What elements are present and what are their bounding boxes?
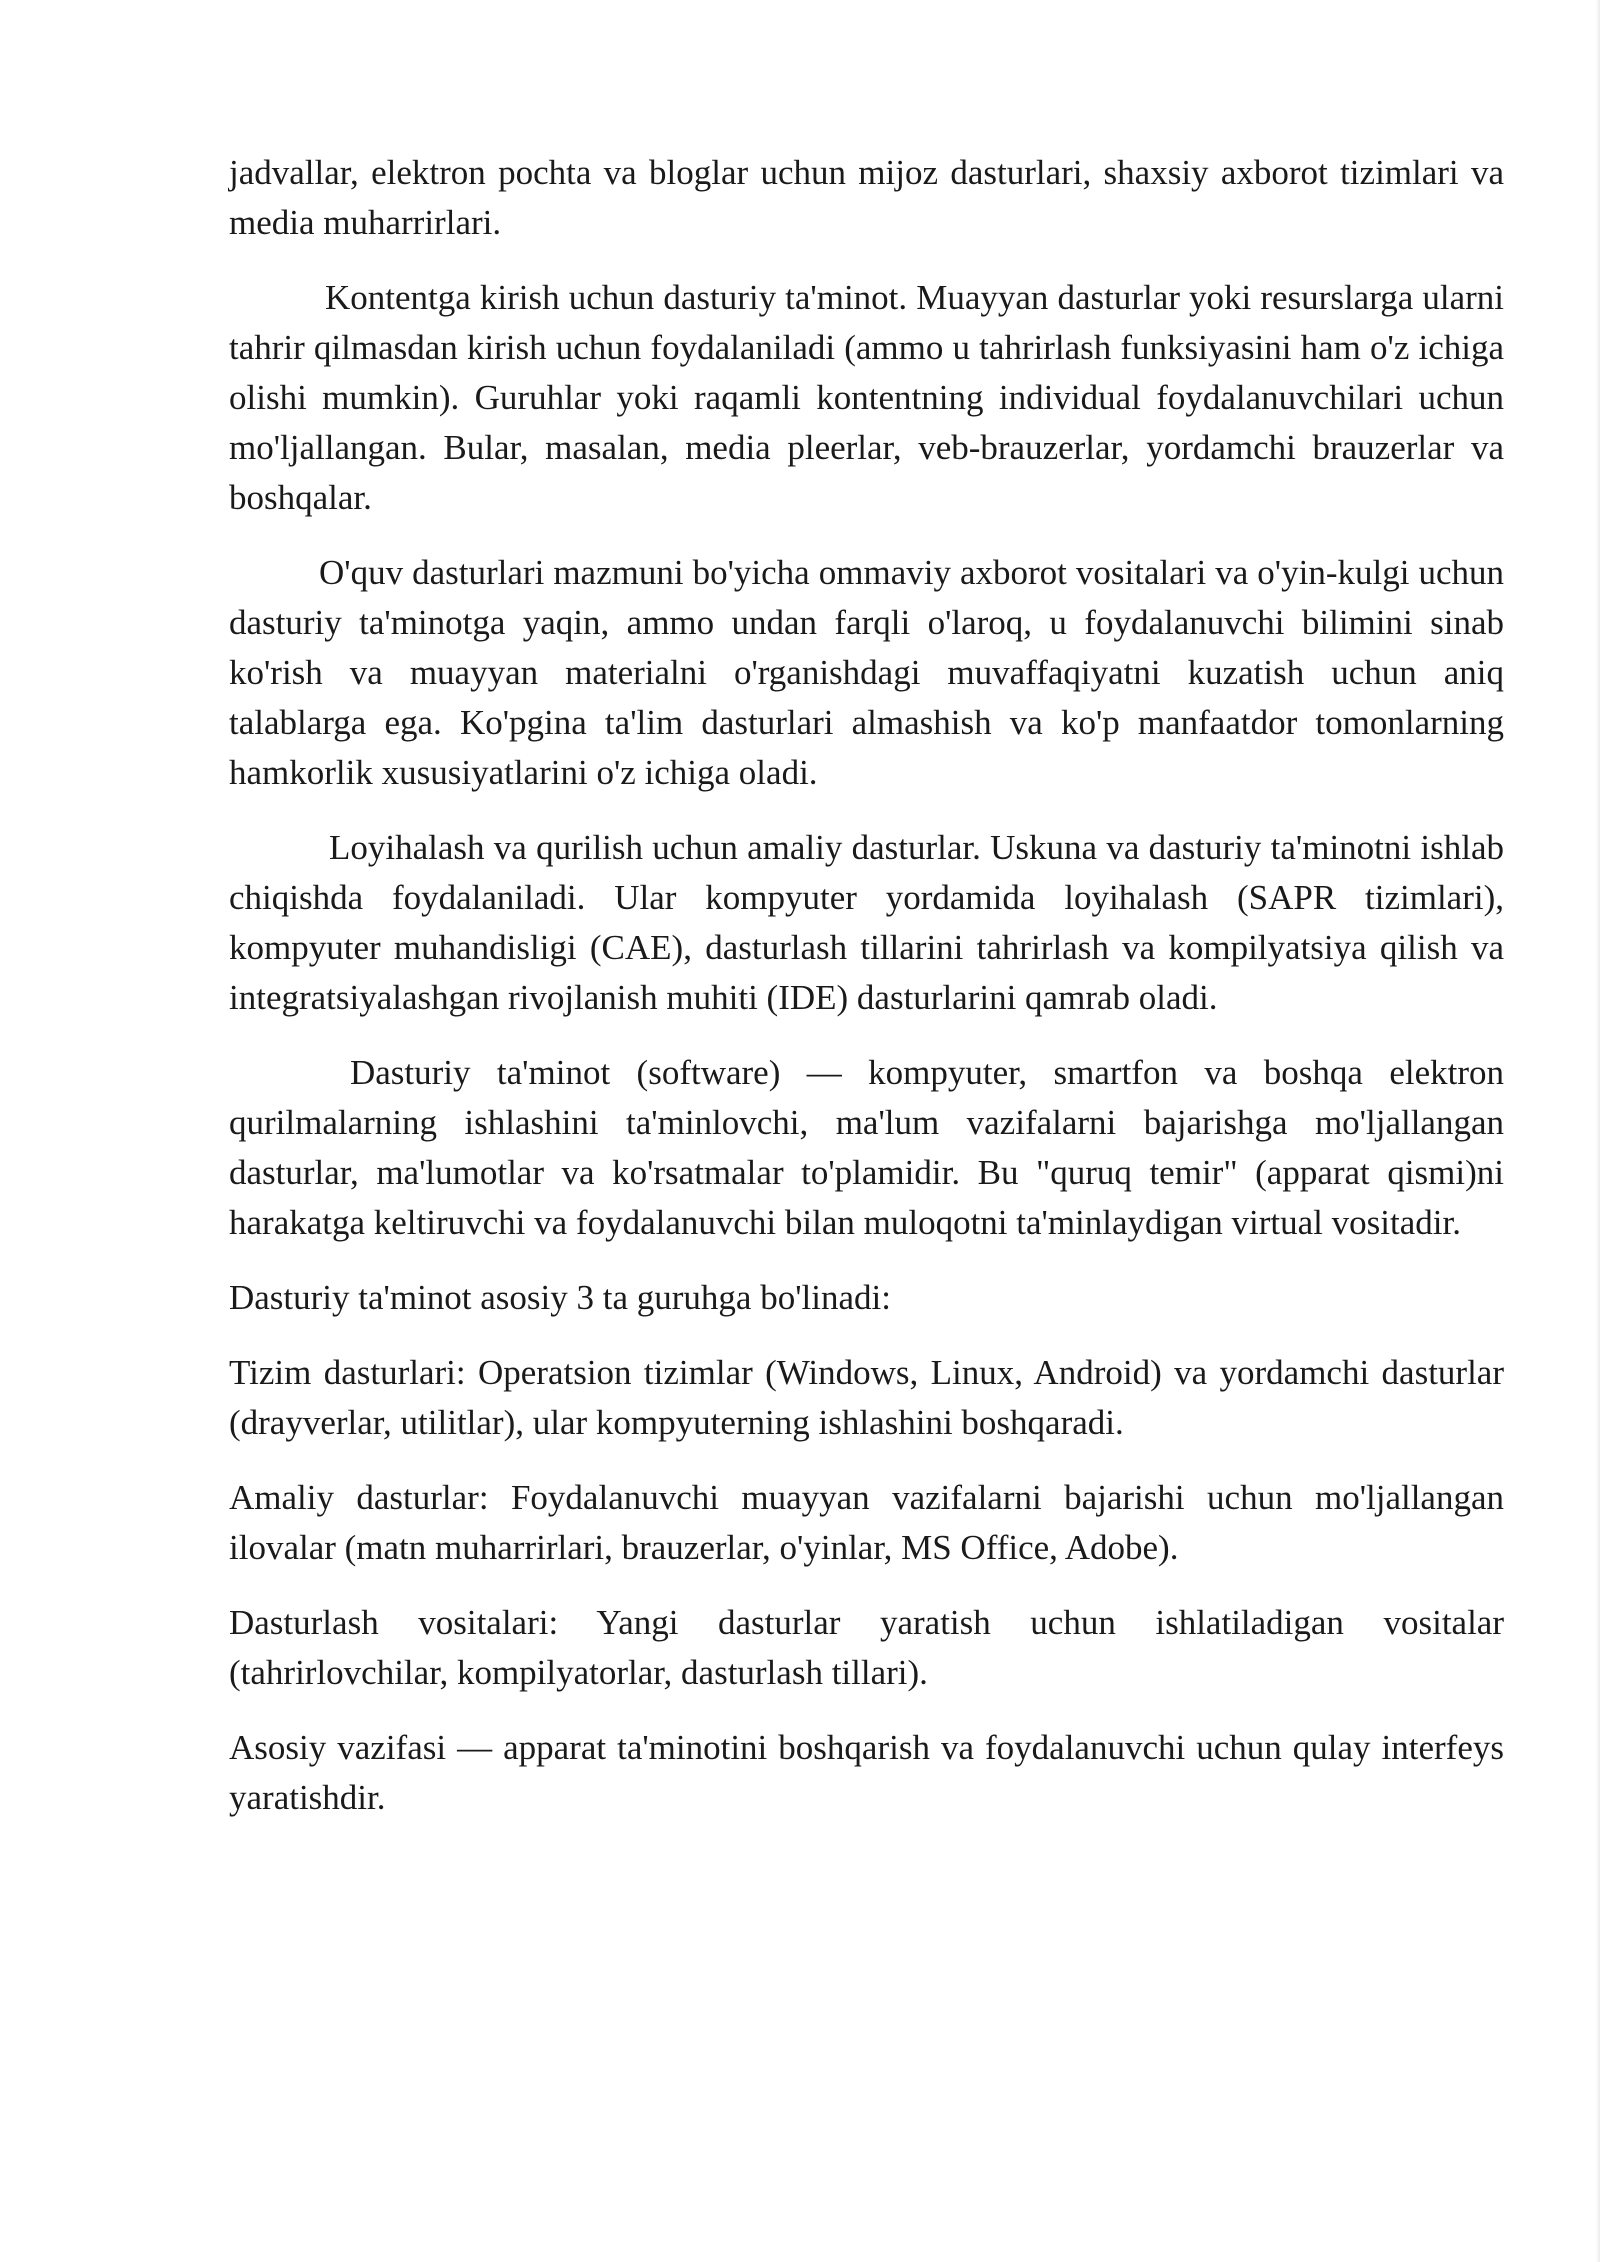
paragraph-application-software: Amaliy dasturlar: Foydalanuvchi muayyan vazifalarni bajarishi uchun mo'ljallangan ilovalar (matn muharrirlari, brauzerlar, o'yinlar, MS Office, Adobe).	[229, 1478, 1504, 1567]
page-edge-shadow	[1596, 0, 1600, 2262]
document-body	[229, 148, 1504, 1848]
paragraph-software-groups-intro: Dasturiy ta'minot asosiy 3 ta guruhga bo'linadi:	[229, 1278, 891, 1317]
paragraph-programming-tools: Dasturlash vositalari: Yangi dasturlar yaratish uchun ishlatiladigan vositalar (tahrirlovchilar, kompilyatorlar, dasturlash tillari).	[229, 1603, 1504, 1692]
paragraph-content-access-software: Kontentga kirish uchun dasturiy ta'minot. Muayyan dasturlar yoki resurslarga ularni tahrir qilmasdan kirish uchun foydalaniladi (ammo u tahrirlash funksiyasini ham o'z ichiga olishi mumkin). Guruhlar yoki raqamli kontentning individual foydalanuvchilari uchun mo'ljallangan. Bular, masalan, media pleerlar, veb-brauzerlar, yordamchi brauzerlar va boshqalar.	[229, 278, 1504, 517]
paragraph-main-purpose: Asosiy vazifasi — apparat ta'minotini boshqarish va foydalanuvchi uchun qulay interfeys yaratishdir.	[229, 1728, 1504, 1817]
paragraph-educational-software: O'quv dasturlari mazmuni bo'yicha ommaviy axborot vositalari va o'yin-kulgi uchun dasturiy ta'minotga yaqin, ammo undan farqli o'laroq, u foydalanuvchi bilimini sinab ko'rish va muayyan materialni o'rganishdagi muvaffaqiyatni kuzatish uchun aniq talablarga ega. Ko'pgina ta'lim dasturlari almashish va ko'p manfaatdor tomonlarning hamkorlik xususiyatlarini o'z ichiga oladi.	[229, 553, 1504, 792]
paragraph-system-software: Tizim dasturlari: Operatsion tizimlar (Windows, Linux, Android) va yordamchi dasturlar (drayverlar, utilitlar), ular kompyuterning ishlashini boshqaradi.	[229, 1353, 1504, 1442]
paragraph-software-definition: Dasturiy ta'minot (software) — kompyuter, smartfon va boshqa elektron qurilmalarning ishlashini ta'minlovchi, ma'lum vazifalarni bajarishga mo'ljallangan dasturlar, ma'lumotlar va ko'rsatmalar to'plamidir. Bu "quruq temir" (apparat qismi)ni harakatga keltiruvchi va foydalanuvchi bilan muloqotni ta'minlaydigan virtual vositadir.	[229, 1053, 1504, 1242]
paragraph-design-software: Loyihalash va qurilish uchun amaliy dasturlar. Uskuna va dasturiy ta'minotni ishlab chiqishda foydalaniladi. Ular kompyuter yordamida loyihalash (SAPR tizimlari), kompyuter muhandisligi (CAE), dasturlash tillarini tahrirlash va kompilyatsiya qilish va integratsiyalashgan rivojlanish muhiti (IDE) dasturlarini qamrab oladi.	[229, 828, 1504, 1017]
paragraph-continuation: jadvallar, elektron pochta va bloglar uchun mijoz dasturlari, shaxsiy axborot tizimlari va media muharrirlari.	[229, 153, 1504, 242]
